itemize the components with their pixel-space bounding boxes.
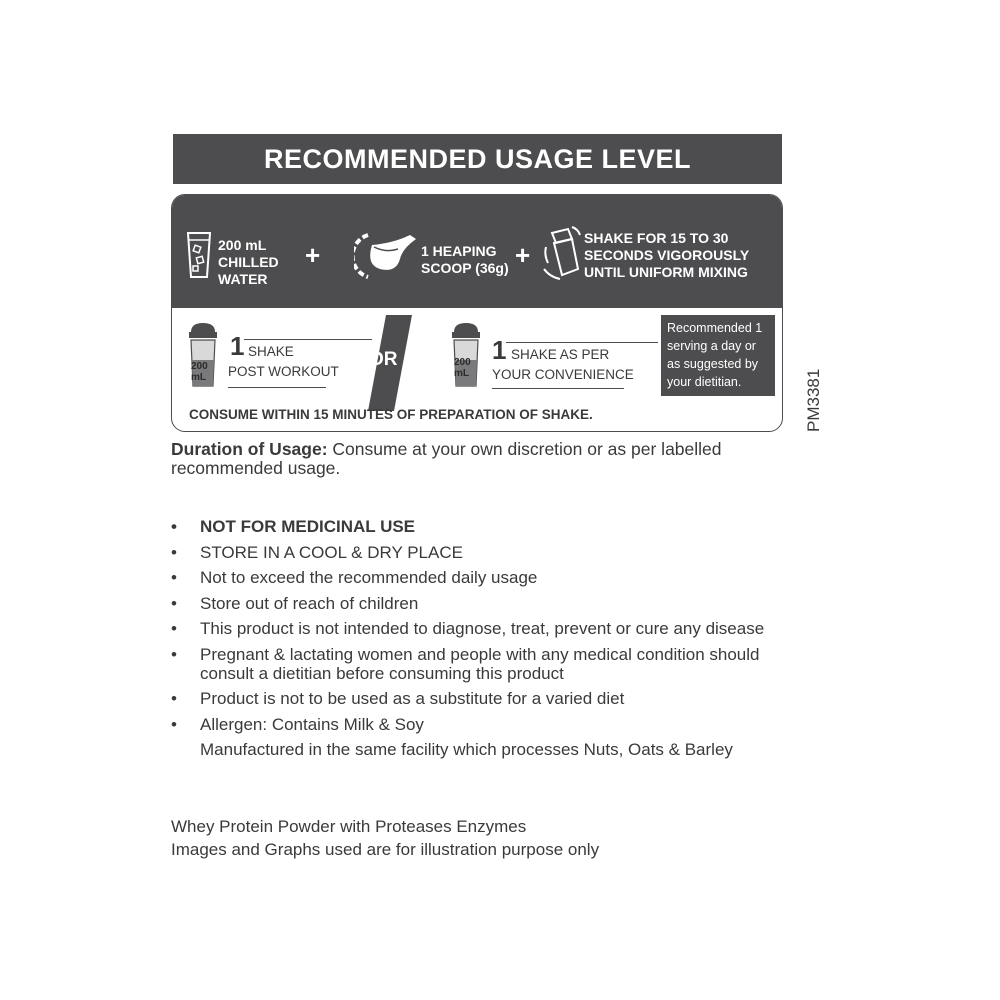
preparation-steps <box>172 195 782 308</box>
option2-number: 1 <box>492 335 507 365</box>
bullet-icon: • <box>171 644 177 664</box>
water-amount: 200 mL <box>218 237 267 253</box>
divider <box>506 342 658 343</box>
usage-banner-title: RECOMMENDED USAGE LEVEL <box>173 134 782 184</box>
list-item: • STORE IN A COOL & DRY PLACE <box>171 542 463 562</box>
bullet-icon: • <box>171 714 177 734</box>
list-item: • Product is not to be used as a substitute for a varied diet <box>171 689 625 708</box>
bullet-icon: • <box>171 689 177 708</box>
list-item: • This product is not intended to diagnose, treat, prevent or cure any disease <box>171 619 765 638</box>
footer-product-description: Whey Protein Powder with Proteases Enzymes <box>171 817 527 836</box>
scoop-size: SCOOP (36g) <box>421 260 509 276</box>
list-item: • Not to exceed the recommended daily usage <box>171 568 538 587</box>
warnings-list <box>171 517 764 759</box>
list-item: • Allergen: Contains Milk & Soy <box>171 714 424 734</box>
glass-icon <box>186 231 212 279</box>
divider <box>228 387 326 388</box>
scoop-icon <box>354 229 424 283</box>
footer-notes <box>171 815 599 861</box>
list-item: • Store out of reach of children <box>171 593 419 613</box>
option2-line1: SHAKE AS PER <box>511 347 610 362</box>
option2-line2: YOUR CONVENIENCE <box>492 367 634 382</box>
scoop-quantity: 1 HEAPING <box>421 243 497 259</box>
bullet-icon: • <box>171 568 177 587</box>
divider <box>492 388 624 389</box>
usage-panel <box>171 194 783 432</box>
bottle-volume-label: 200 mL <box>191 361 208 383</box>
list-item: • Pregnant & lactating women and people with any medical condition should consult a dietitian before consuming this product <box>171 644 760 683</box>
shake-duration: SHAKE FOR 15 TO 30 <box>584 230 729 246</box>
option1-line1: SHAKE <box>248 344 294 359</box>
bullet-icon: • <box>171 619 177 638</box>
shake-manner: SECONDS VIGOROUSLY <box>584 247 750 263</box>
shaker-icon <box>542 225 582 281</box>
option1-number: 1 <box>230 331 245 361</box>
plus-icon: + <box>515 240 531 270</box>
product-code: PM3381 <box>804 368 823 432</box>
consume-note: CONSUME WITHIN 15 MINUTES OF PREPARATION OF SHAKE. <box>189 407 593 422</box>
list-item: • NOT FOR MEDICINAL USE <box>171 517 416 536</box>
bottle-volume-label: 200 mL <box>454 357 471 379</box>
allergen-facility-note: Manufactured in the same facility which processes Nuts, Oats & Barley <box>200 740 733 759</box>
shake-result: UNTIL UNIFORM MIXING <box>584 264 748 280</box>
divider <box>244 339 372 340</box>
recommendation-note: Recommended 1 serving a day or as suggested by your dietitian. <box>661 315 775 396</box>
bullet-icon: • <box>171 542 177 562</box>
duration-label: Duration of Usage: <box>171 439 328 459</box>
bullet-icon: • <box>171 593 177 613</box>
water-chilled: CHILLED <box>218 254 279 270</box>
water-label: WATER <box>218 271 268 287</box>
duration-text: Consume at your own discretion or as per labelled recommended usage. <box>171 439 722 478</box>
bullet-icon: • <box>171 517 177 536</box>
or-label: OR <box>369 349 398 370</box>
option1-line2: POST WORKOUT <box>228 364 339 379</box>
duration-of-usage <box>171 440 791 478</box>
plus-icon: + <box>305 240 321 270</box>
footer-disclaimer: Images and Graphs used are for illustration purpose only <box>171 840 600 859</box>
